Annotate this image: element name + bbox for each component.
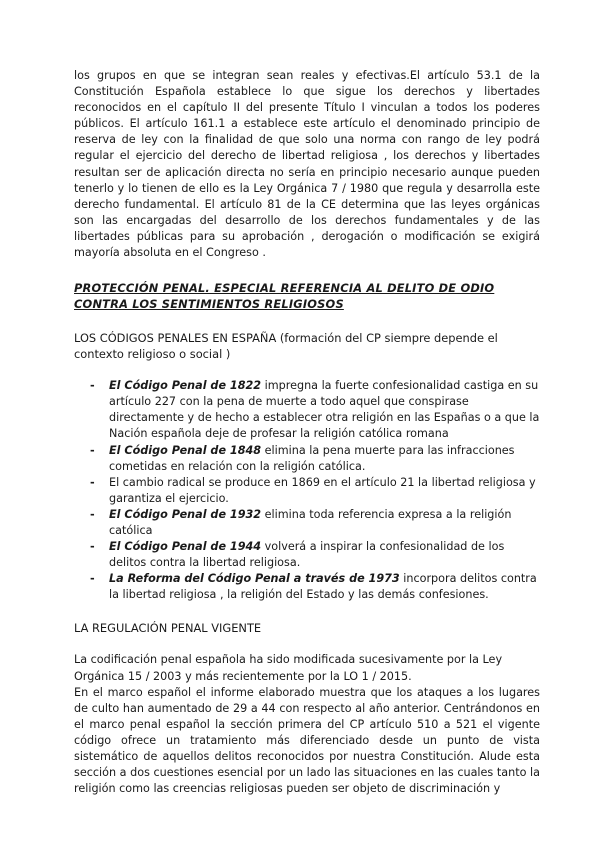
code-name: El Código Penal de 1932: [109, 507, 262, 521]
list-item: [74, 475, 540, 507]
bullet-dash: -: [90, 540, 95, 554]
regulation-section-title: LA REGULACIÓN PENAL VIGENTE: [74, 621, 262, 636]
penal-codes-list: [74, 378, 540, 603]
bullet-dash: -: [90, 572, 95, 586]
codes-section-title: LOS CÓDIGOS PENALES EN ESPAÑA (formación del CP siempre depende el contexto religioso o social ): [74, 331, 498, 362]
regulation-paragraph-2: En el marco español el informe elaborado muestra que los ataques a los lugares de culto han aumentado de 29 a 44 con respecto al año anterior. Centrándonos en el marco penal español la sección primera del CP artículo 510 a 521 el vigente código ofrece un tratamiento más diferenciado desde un punto de vista sistemático de aquellos delitos reconocidos por nuestra Constitución. Alude esta sección a dos cuestiones esencial por un lado las situaciones en las cuales tanto la religión como las creencias religiosas pueden ser objeto de discriminación y: [74, 685, 540, 796]
code-description: incorpora delitos contra la libertad religiosa , la religión del Estado y las demás confesiones.: [109, 572, 537, 602]
list-item: [74, 443, 540, 475]
code-description: impregna la fuerte confesionalidad castiga en su artículo 227 con la pena de muerte a todo aquel que conspirase directamente y de hecho a establecer otra religión en las Españas o a que la Nación española deje de profesar la religión católica romana: [109, 379, 540, 441]
code-description: elimina la pena muerte para las infracciones cometidas en relación con la religión católica.: [109, 443, 515, 473]
bullet-dash: -: [90, 475, 95, 489]
list-item: [74, 539, 540, 571]
code-name: El Código Penal de 1822: [109, 379, 262, 393]
code-description: El cambio radical se produce en 1869 en el artículo 21 la libertad religiosa y garantiza el ejercicio.: [109, 475, 536, 505]
list-item: [74, 378, 540, 442]
document-page: [74, 68, 540, 797]
bullet-dash: -: [90, 379, 95, 393]
code-description: volverá a inspirar la confesionalidad de los delitos contra la libertad religiosa.: [109, 540, 505, 570]
code-name: El Código Penal de 1944: [109, 540, 262, 554]
list-item: [74, 507, 540, 539]
bullet-dash: -: [90, 507, 95, 521]
code-description: elimina toda referencia expresa a la religión católica: [109, 507, 512, 537]
code-name: La Reforma del Código Penal a través de 1973: [109, 572, 400, 586]
list-item: [74, 571, 540, 603]
bullet-dash: -: [90, 443, 95, 457]
code-name: El Código Penal de 1848: [109, 443, 262, 457]
section-heading: PROTECCIÓN PENAL. ESPECIAL REFERENCIA AL DELITO DE ODIO CONTRA LOS SENTIMIENTOS RELIGIOSOS: [74, 281, 495, 312]
regulation-paragraph-1: La codificación penal española ha sido modificada sucesivamente por la Ley Orgánica 15 / 2003 y más recientemente por la LO 1 / 2015.: [74, 653, 503, 683]
intro-paragraph: los grupos en que se integran sean reales y efectivas.El artículo 53.1 de la Constitución Española establece lo que sigue los derechos y libertades reconocidos en el capítulo II del presente Título I vinculan a todos los poderes públicos. El artículo 161.1 a establece este artículo el denominado principio de reserva de ley con la finalidad de que solo una norma con rango de ley podrá regular el ejercicio del derecho de libertad religiosa , los derechos y libertades resultan ser de aplicación directa no sería en principio necesario aunque pueden tenerlo y lo tienen de ello es la Ley Orgánica 7 / 1980 que regula y desarrolla este derecho fundamental. El artículo 81 de la CE determina que las leyes orgánicas son las encargadas del desarrollo de los derechos fundamentales y de las libertades públicas para su aprobación , derogación o modificación se exigirá mayoría absoluta en el Congreso .: [74, 69, 540, 260]
